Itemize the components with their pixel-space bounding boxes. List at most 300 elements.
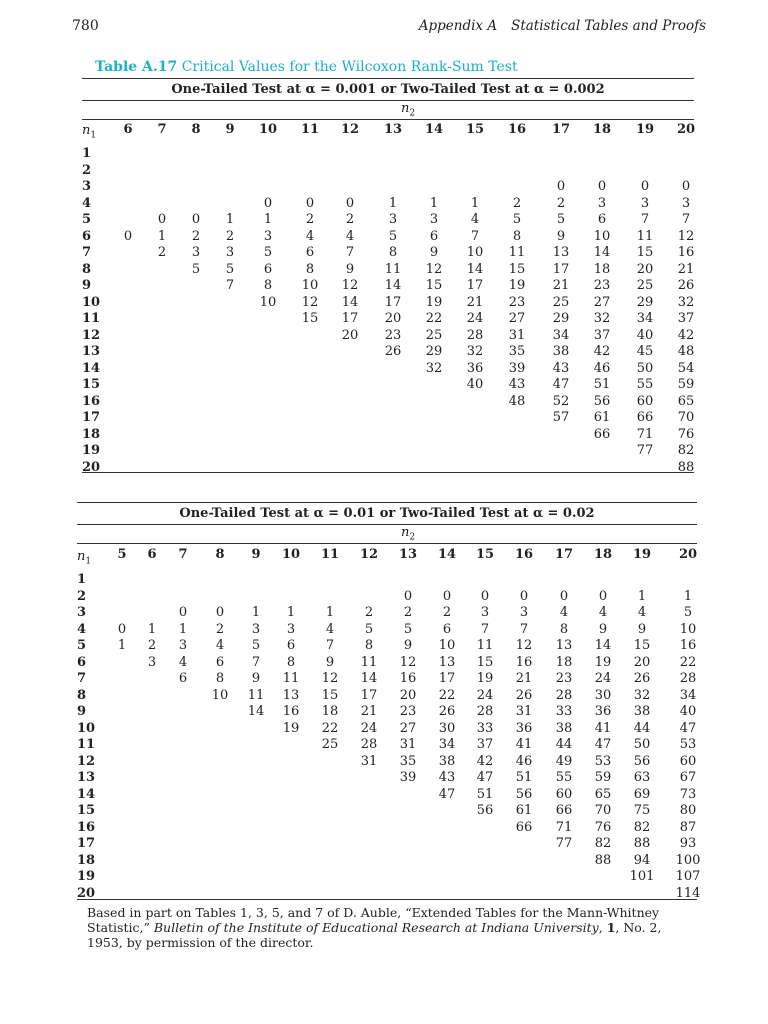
table-cell: 6 xyxy=(286,638,296,653)
footnote-journal: Bulletin of the Institute of Educational Research at Indiana University xyxy=(153,920,599,935)
table-cell: 45 xyxy=(636,344,654,359)
table-cell: 50 xyxy=(633,737,651,752)
row-header: 20 xyxy=(77,885,96,901)
row-header: 12 xyxy=(77,753,96,769)
column-header: 15 xyxy=(465,122,485,137)
table-cell: 4 xyxy=(215,638,225,653)
row-header: 7 xyxy=(77,671,87,686)
table-cell: 5 xyxy=(388,228,398,244)
table-cell: 51 xyxy=(515,770,533,785)
table-cell: 56 xyxy=(593,393,611,409)
row-header: 17 xyxy=(77,836,96,851)
column-header: 19 xyxy=(635,122,655,137)
table-cell: 2 xyxy=(191,228,201,244)
table-cell: 30 xyxy=(438,720,456,736)
table-cell: 15 xyxy=(301,311,319,326)
table-cell: 56 xyxy=(476,803,494,818)
table-cell: 76 xyxy=(594,819,612,835)
table-cell: 2 xyxy=(345,212,355,227)
table-cell: 32 xyxy=(677,294,695,310)
table-cell: 7 xyxy=(225,278,235,293)
table-cell: 10 xyxy=(438,638,456,653)
row-header: 13 xyxy=(77,770,96,785)
table-cell: 32 xyxy=(466,344,484,359)
table-cell: 11 xyxy=(384,261,402,277)
row-header: 10 xyxy=(77,720,96,736)
table-cell: 7 xyxy=(480,621,490,637)
table-cell: 34 xyxy=(552,327,570,343)
table-cell: 16 xyxy=(679,638,697,653)
table-cell: 70 xyxy=(677,410,695,425)
table-cell: 31 xyxy=(515,704,533,719)
column-header: 13 xyxy=(398,547,418,562)
table-cell: 36 xyxy=(594,704,612,719)
table-cell: 19 xyxy=(282,720,300,736)
table-cell: 16 xyxy=(282,704,300,719)
table-cell: 23 xyxy=(399,704,417,719)
table-cell: 94 xyxy=(633,852,651,868)
table-cell: 38 xyxy=(555,720,573,736)
n2-symbol: n xyxy=(400,525,410,540)
column-header: 19 xyxy=(632,547,652,562)
table-cell: 24 xyxy=(594,671,612,686)
table-cell: 10 xyxy=(593,228,611,244)
table-cell: 3 xyxy=(519,605,529,620)
table-cell: 66 xyxy=(555,803,573,818)
table-cell: 6 xyxy=(178,671,188,686)
table-cell: 13 xyxy=(555,638,573,653)
table-cell: 28 xyxy=(476,704,494,719)
table-cell: 9 xyxy=(598,621,608,637)
table-cell: 4 xyxy=(470,212,480,227)
table-cell: 56 xyxy=(633,753,651,769)
table-cell: 0 xyxy=(157,212,167,227)
n1-axis-label xyxy=(82,123,96,141)
table-cell: 23 xyxy=(555,671,573,686)
n1-axis-label xyxy=(77,549,91,567)
table-cell: 47 xyxy=(552,377,570,392)
table-cell: 9 xyxy=(637,621,647,637)
table-cell: 36 xyxy=(466,360,484,376)
table-cell: 42 xyxy=(593,344,611,359)
column-header: 11 xyxy=(300,122,320,137)
column-header: 20 xyxy=(678,547,698,562)
table-cell: 6 xyxy=(305,245,315,260)
row-header: 18 xyxy=(82,426,101,442)
table-cell: 43 xyxy=(438,770,456,785)
table-cell: 31 xyxy=(508,327,526,343)
table-cell: 47 xyxy=(594,737,612,752)
table-cell: 47 xyxy=(679,720,697,736)
table-cell: 15 xyxy=(476,654,494,670)
table-cell: 32 xyxy=(425,360,443,376)
table-cell: 12 xyxy=(301,294,319,310)
n2-axis-label xyxy=(401,525,415,543)
table-cell: 1 xyxy=(117,638,127,653)
table-cell: 1 xyxy=(325,605,335,620)
row-header: 20 xyxy=(82,459,101,475)
row-header: 13 xyxy=(82,344,101,359)
table-cell: 2 xyxy=(215,621,225,637)
table-cell: 11 xyxy=(282,671,300,686)
table-cell: 52 xyxy=(552,393,570,409)
row-header: 1 xyxy=(77,572,87,587)
column-header: 15 xyxy=(475,547,495,562)
table-cell: 37 xyxy=(677,311,695,326)
table-cell: 14 xyxy=(247,704,265,719)
row-header: 8 xyxy=(82,261,92,277)
row-header: 19 xyxy=(82,443,101,458)
table-cell: 9 xyxy=(345,261,355,277)
table-cell: 1 xyxy=(225,212,235,227)
table-cell: 44 xyxy=(555,737,573,752)
table-cell: 5 xyxy=(251,638,261,653)
table-cell: 1 xyxy=(178,621,188,637)
column-header: 17 xyxy=(554,547,574,562)
row-header: 18 xyxy=(77,852,96,868)
table-cell: 22 xyxy=(321,720,339,736)
table-cell: 15 xyxy=(508,261,526,277)
table-cell: 3 xyxy=(640,195,650,211)
n1-subscript: 1 xyxy=(85,556,92,567)
table-cell: 71 xyxy=(555,819,573,835)
table-cell: 20 xyxy=(633,654,651,670)
row-header: 9 xyxy=(82,278,92,293)
table-cell: 37 xyxy=(476,737,494,752)
column-header: 17 xyxy=(551,122,571,137)
table-cell: 14 xyxy=(593,245,611,260)
table-cell: 17 xyxy=(552,261,570,277)
table-cell: 0 xyxy=(345,195,355,211)
table-cell: 42 xyxy=(677,327,695,343)
table-cell: 29 xyxy=(552,311,570,326)
table-cell: 2 xyxy=(364,605,374,620)
table-cell: 73 xyxy=(679,786,697,802)
page-number: 780 xyxy=(72,18,99,34)
table-cell: 0 xyxy=(305,195,315,211)
table-cell: 40 xyxy=(636,327,654,343)
table-cell: 59 xyxy=(594,770,612,785)
table-cell: 53 xyxy=(679,737,697,752)
table-cell: 25 xyxy=(321,737,339,752)
table-cell: 42 xyxy=(476,753,494,769)
table-cell: 18 xyxy=(593,261,611,277)
table-cell: 5 xyxy=(512,212,522,227)
row-header: 9 xyxy=(77,704,87,719)
table-cell: 11 xyxy=(247,687,265,703)
row-header: 3 xyxy=(77,605,87,620)
table-cell: 55 xyxy=(555,770,573,785)
table-cell: 87 xyxy=(679,819,697,835)
table-cell: 7 xyxy=(470,228,480,244)
table-cell: 60 xyxy=(679,753,697,769)
column-header: 10 xyxy=(281,547,301,562)
table-cell: 5 xyxy=(556,212,566,227)
column-header: 16 xyxy=(507,122,527,137)
table-cell: 29 xyxy=(425,344,443,359)
row-header: 17 xyxy=(82,410,101,425)
table-cell: 8 xyxy=(364,638,374,653)
table-rule xyxy=(82,472,694,473)
table-cell: 1 xyxy=(683,588,693,604)
table-cell: 33 xyxy=(555,704,573,719)
table-cell: 14 xyxy=(384,278,402,293)
table-cell: 4 xyxy=(345,228,355,244)
table-cell: 6 xyxy=(442,621,452,637)
table-cell: 77 xyxy=(636,443,654,458)
table-title: Critical Values for the Wilcoxon Rank-Sum Test xyxy=(181,59,518,75)
table-cell: 19 xyxy=(476,671,494,686)
appendix-label: Appendix A xyxy=(418,18,498,34)
row-header: 4 xyxy=(82,195,92,211)
table-cell: 47 xyxy=(438,786,456,802)
table-cell: 35 xyxy=(508,344,526,359)
table-cell: 55 xyxy=(636,377,654,392)
column-header: 18 xyxy=(593,547,613,562)
table-cell: 31 xyxy=(399,737,417,752)
table-cell: 26 xyxy=(384,344,402,359)
table-rule xyxy=(82,100,694,101)
table-footnote: Based in part on Tables 1, 3, 5, and 7 of D. Auble, “Extended Tables for the Mann-Whitney Statistic,” Bulletin of the Institute of Educational Research at Indiana University, 1, No. 2, 1953, by permission of the director. xyxy=(87,905,662,950)
table-block-alpha-0001 xyxy=(82,78,694,473)
table-cell: 22 xyxy=(425,311,443,326)
table-cell: 82 xyxy=(594,836,612,851)
table-cell: 65 xyxy=(594,786,612,802)
table-cell: 47 xyxy=(476,770,494,785)
table-cell: 101 xyxy=(629,869,655,884)
table-cell: 3 xyxy=(388,212,398,227)
table-cell: 12 xyxy=(321,671,339,686)
table-cell: 10 xyxy=(211,687,229,703)
row-header: 15 xyxy=(82,377,101,392)
n2-subscript: 2 xyxy=(409,532,416,543)
table-rule xyxy=(82,119,694,120)
table-cell: 82 xyxy=(677,443,695,458)
column-header: 5 xyxy=(117,547,127,562)
table-cell: 0 xyxy=(480,588,490,604)
table-cell: 36 xyxy=(515,720,533,736)
table-cell: 2 xyxy=(225,228,235,244)
table-cell: 88 xyxy=(677,459,695,475)
table-cell: 20 xyxy=(399,687,417,703)
table-label: Table A.17 xyxy=(95,59,178,75)
table-cell: 10 xyxy=(679,621,697,637)
table-cell: 8 xyxy=(559,621,569,637)
table-cell: 28 xyxy=(679,671,697,686)
table-cell: 8 xyxy=(305,261,315,277)
table-cell: 27 xyxy=(399,720,417,736)
row-header: 15 xyxy=(77,803,96,818)
table-cell: 53 xyxy=(594,753,612,769)
table-cell: 60 xyxy=(555,786,573,802)
column-header: 20 xyxy=(676,122,696,137)
table-cell: 0 xyxy=(178,605,188,620)
table-cell: 23 xyxy=(593,278,611,293)
table-cell: 34 xyxy=(438,737,456,752)
table-cell: 4 xyxy=(325,621,335,637)
column-header: 7 xyxy=(157,122,167,137)
table-cell: 43 xyxy=(508,377,526,392)
table-cell: 38 xyxy=(633,704,651,719)
n2-axis-label xyxy=(401,101,415,119)
row-header: 10 xyxy=(82,294,101,310)
table-cell: 27 xyxy=(593,294,611,310)
table-cell: 5 xyxy=(364,621,374,637)
table-cell: 13 xyxy=(282,687,300,703)
table-cell: 60 xyxy=(636,393,654,409)
table-cell: 7 xyxy=(519,621,529,637)
table-cell: 9 xyxy=(556,228,566,244)
table-rule xyxy=(77,543,697,544)
table-cell: 12 xyxy=(677,228,695,244)
column-header: 18 xyxy=(592,122,612,137)
table-cell: 3 xyxy=(251,621,261,637)
table-cell: 17 xyxy=(384,294,402,310)
table-cell: 7 xyxy=(325,638,335,653)
table-cell: 3 xyxy=(178,638,188,653)
table-cell: 34 xyxy=(679,687,697,703)
table-cell: 51 xyxy=(593,377,611,392)
table-cell: 46 xyxy=(515,753,533,769)
table-cell: 6 xyxy=(429,228,439,244)
row-header: 11 xyxy=(82,311,101,326)
table-cell: 11 xyxy=(360,654,378,670)
table-cell: 3 xyxy=(286,621,296,637)
table-cell: 0 xyxy=(681,179,691,194)
table-cell: 16 xyxy=(515,654,533,670)
table-rule xyxy=(77,524,697,525)
table-cell: 59 xyxy=(677,377,695,392)
row-header: 1 xyxy=(82,146,92,161)
table-cell: 4 xyxy=(598,605,608,620)
table-cell: 38 xyxy=(438,753,456,769)
table-cell: 0 xyxy=(117,621,127,637)
table-cell: 0 xyxy=(597,179,607,194)
row-header: 3 xyxy=(82,179,92,194)
table-cell: 49 xyxy=(555,753,573,769)
row-header: 6 xyxy=(82,228,92,244)
table-cell: 76 xyxy=(677,426,695,442)
row-header: 16 xyxy=(82,393,101,409)
table-cell: 40 xyxy=(679,704,697,719)
table-cell: 28 xyxy=(555,687,573,703)
table-cell: 0 xyxy=(215,605,225,620)
column-header: 14 xyxy=(437,547,457,562)
row-header: 11 xyxy=(77,737,96,752)
table-cell: 6 xyxy=(597,212,607,227)
table-cell: 114 xyxy=(675,885,701,901)
table-cell: 23 xyxy=(508,294,526,310)
table-cell: 8 xyxy=(263,278,273,293)
table-cell: 1 xyxy=(157,228,167,244)
table-cell: 5 xyxy=(191,261,201,277)
table-cell: 8 xyxy=(388,245,398,260)
table-cell: 12 xyxy=(341,278,359,293)
table-cell: 9 xyxy=(251,671,261,686)
table-cell: 61 xyxy=(593,410,611,425)
table-cell: 71 xyxy=(636,426,654,442)
table-cell: 50 xyxy=(636,360,654,376)
table-cell: 15 xyxy=(321,687,339,703)
table-cell: 66 xyxy=(515,819,533,835)
table-cell: 15 xyxy=(636,245,654,260)
table-cell: 66 xyxy=(593,426,611,442)
table-cell: 4 xyxy=(637,605,647,620)
table-cell: 93 xyxy=(679,836,697,851)
table-cell: 88 xyxy=(633,836,651,851)
table-cell: 5 xyxy=(683,605,693,620)
footnote-source: Based in part on Tables 1, 3, 5, and 7 of D. Auble, “Extended Tables for the Mann-Whitney Statistic,” xyxy=(87,905,660,935)
n1-symbol: n xyxy=(77,549,86,564)
table-cell: 25 xyxy=(552,294,570,310)
column-header: 7 xyxy=(178,547,188,562)
table-cell: 21 xyxy=(466,294,484,310)
table-cell: 7 xyxy=(681,212,691,227)
table-cell: 0 xyxy=(442,588,452,604)
table-cell: 1 xyxy=(286,605,296,620)
table-cell: 2 xyxy=(442,605,452,620)
column-header: 12 xyxy=(340,122,360,137)
table-cell: 24 xyxy=(360,720,378,736)
table-cell: 31 xyxy=(360,753,378,769)
table-cell: 24 xyxy=(476,687,494,703)
table-cell: 17 xyxy=(438,671,456,686)
n2-subscript: 2 xyxy=(409,108,416,119)
table-cell: 3 xyxy=(429,212,439,227)
table-cell: 46 xyxy=(593,360,611,376)
table-rule xyxy=(77,502,697,503)
table-cell: 5 xyxy=(263,245,273,260)
table-cell: 11 xyxy=(476,638,494,653)
table-cell: 33 xyxy=(476,720,494,736)
table-cell: 24 xyxy=(466,311,484,326)
running-title xyxy=(419,18,706,34)
table-cell: 7 xyxy=(251,654,261,670)
table-cell: 5 xyxy=(403,621,413,637)
table-cell: 51 xyxy=(476,786,494,802)
table-cell: 14 xyxy=(594,638,612,653)
table-cell: 8 xyxy=(286,654,296,670)
table-cell: 107 xyxy=(675,869,701,884)
table-cell: 15 xyxy=(425,278,443,293)
table-cell: 80 xyxy=(679,803,697,818)
table-cell: 0 xyxy=(598,588,608,604)
table-heading: One-Tailed Test at α = 0.001 or Two-Tailed Test at α = 0.002 xyxy=(171,82,605,97)
table-cell: 18 xyxy=(321,704,339,719)
column-header: 14 xyxy=(424,122,444,137)
table-cell: 0 xyxy=(556,179,566,194)
footnote-rest: , No. 2, 1953, by permission of the director. xyxy=(87,920,662,950)
table-cell: 28 xyxy=(466,327,484,343)
table-cell: 0 xyxy=(263,195,273,211)
table-cell: 14 xyxy=(341,294,359,310)
table-cell: 12 xyxy=(399,654,417,670)
table-cell: 0 xyxy=(559,588,569,604)
table-cell: 20 xyxy=(384,311,402,326)
table-cell: 0 xyxy=(191,212,201,227)
table-cell: 100 xyxy=(675,852,701,868)
table-cell: 10 xyxy=(466,245,484,260)
table-cell: 16 xyxy=(399,671,417,686)
n2-symbol: n xyxy=(400,101,410,116)
table-cell: 0 xyxy=(519,588,529,604)
table-cell: 14 xyxy=(360,671,378,686)
table-cell: 4 xyxy=(178,654,188,670)
table-cell: 17 xyxy=(466,278,484,293)
row-header: 5 xyxy=(82,212,92,227)
table-cell: 0 xyxy=(123,228,133,244)
table-cell: 37 xyxy=(593,327,611,343)
